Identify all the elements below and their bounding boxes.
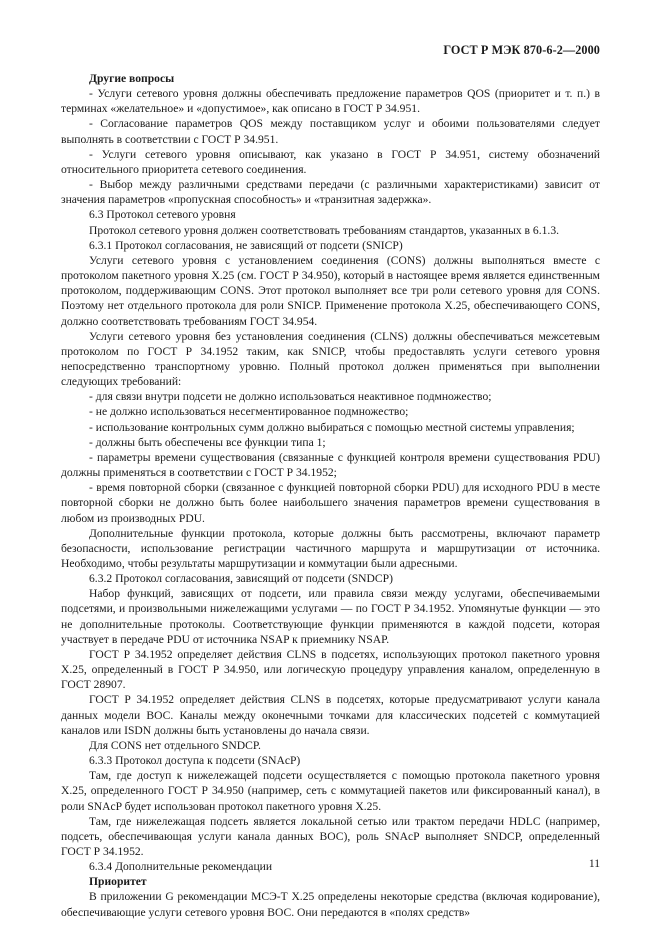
paragraph: Там, где нижележащая подсеть является локальной сетью или трактом передачи HDLC (например, подсеть, обеспечивающая услуги канала данных ВОС), роль SNAcP выполняет SNDCP, определенный ГОСТ Р 34.1952. — [61, 814, 600, 858]
section-heading-6-3-4: 6.3.4 Дополнительные рекомендации — [89, 860, 273, 874]
list-item: - время повторной сборки (связанное с функцией повторной сборки PDU) для исходного PDU в месте повторной сборки не должно быть более наибольшего значения параметров времени существования в любом из производных PDU. — [61, 481, 600, 525]
paragraph: - Услуги сетевого уровня описывают, как указано в ГОСТ Р 34.951, систему обозначений относительного приоритета сетевого соединения. — [61, 147, 600, 176]
body-text — [61, 71, 600, 920]
list-item: - параметры времени существования (связанные с функцией контроля времени существования PDU) должны применяться в соответствии с ГОСТ Р 34.1952; — [61, 450, 600, 480]
list-item: - должны быть обеспечены все функции типа 1; — [89, 435, 326, 449]
page-number: 11 — [588, 857, 600, 870]
paragraph: Для CONS нет отдельного SNDCP. — [89, 738, 261, 752]
list-item: - не должно использоваться несегментированное подмножество; — [89, 405, 409, 419]
section-heading-6-3-1: 6.3.1 Протокол согласования, не зависящий от подсети (SNICP) — [89, 238, 403, 252]
paragraph: Услуги сетевого уровня с установлением соединения (CONS) должны выполняться вместе с протоколом пакетного уровня Х.25 (см. ГОСТ Р 34.950), который в настоящее время является единственным протоколом, поддерживающим CONS. Этот протокол выполняет все три роли сетевого уровня для CONS. Поэтому нет отдельного протокола для роли SNICP. Применение протокола Х.25, обеспечивающего CONS, должно соответствовать требованиям ГОСТ 34.954. — [61, 253, 600, 328]
section-heading-6-3: 6.3 Протокол сетевого уровня — [89, 208, 236, 222]
paragraph: Набор функций, зависящих от подсети, или правила связи между услугами, обеспечиваемыми подсетями, и произвольными нижележащими услугами — по ГОСТ Р 34.1952. Упомянутые функции — это не дополнительные протоколы. Соответствующие функции применяются в каждой подсети, которая участвует в передаче PDU от источника NSAP к приемнику NSAP. — [61, 587, 600, 646]
paragraph: Там, где доступ к нижележащей подсети осуществляется с помощью протокола пакетного уровня Х.25, определенного ГОСТ Р 34.950 (например, сеть с коммутацией пакетов или фиксированный канал), в роли SNAcP будет использован протокол пакетного уровня Х.25. — [61, 769, 600, 813]
paragraph: - Согласование параметров QOS между поставщиком услуг и обоими пользователями следует выполнять в соответствии с ГОСТ Р 34.951. — [61, 117, 600, 146]
section-heading-6-3-3: 6.3.3 Протокол доступа к подсети (SNAcP) — [89, 754, 301, 768]
paragraph: Дополнительные функции протокола, которые должны быть рассмотрены, включают параметр безопасности, использование регистрации частичного маршрута и маршрутизации от источника. Необходимо, чтобы результаты маршрутизации и коммутации были адресными. — [61, 526, 600, 570]
heading-other-issues: Другие вопросы — [89, 72, 175, 85]
paragraph: Протокол сетевого уровня должен соответствовать требованиям стандартов, указанных в 6.1.3. — [89, 223, 560, 237]
running-header: ГОСТ Р МЭК 870-6-2—2000 — [443, 43, 600, 57]
list-item: - для связи внутри подсети не должно использоваться неактивное подмножество; — [89, 390, 492, 404]
paragraph: В приложении G рекомендации МСЭ-Т Х.25 определены некоторые средства (включая кодирование), обеспечивающие услуги сетевого уровня ВОС. Они передаются в «полях средств» — [61, 890, 600, 919]
document-page — [61, 0, 600, 936]
paragraph: - Услуги сетевого уровня должны обеспечивать предложение параметров QOS (приоритет и т. п.) в терминах «желательное» и «допустимое», как описано в ГОСТ Р 34.951. — [61, 87, 600, 116]
paragraph: - Выбор между различными средствами передачи (с различными характеристиками) зависит от значения параметров «пропускная способность» и «транзитная задержка». — [61, 178, 600, 207]
paragraph: Услуги сетевого уровня без установления соединения (CLNS) должны обеспечиваться межсетевым протоколом по ГОСТ Р 34.1952 таким, как SNICP, чтобы предоставлять услуги сетевого уровня непосредственно транспортному уровню. Полный протокол должен применяться при выполнении следующих требований: — [61, 329, 600, 389]
section-heading-6-3-2: 6.3.2 Протокол согласования, зависящий от подсети (SNDCP) — [89, 572, 393, 586]
paragraph: ГОСТ Р 34.1952 определяет действия CLNS в подсетях, использующих протокол пакетного уровня Х.25, определенный в ГОСТ Р 34.950, или логическую процедуру управления каналом, определенную в ГОСТ 28907. — [61, 647, 600, 692]
list-item: - использование контрольных сумм должно выбираться с помощью местной системы управления; — [89, 420, 575, 434]
heading-priority: Приоритет — [89, 875, 147, 889]
paragraph: ГОСТ Р 34.1952 определяет действия CLNS в подсетях, которые предусматривают услуги канала данных модели ВОС. Каналы между оконечными точками для классических подсетей с коммутацией каналов или ISDN должны быть установлены до начала связи. — [61, 693, 600, 737]
